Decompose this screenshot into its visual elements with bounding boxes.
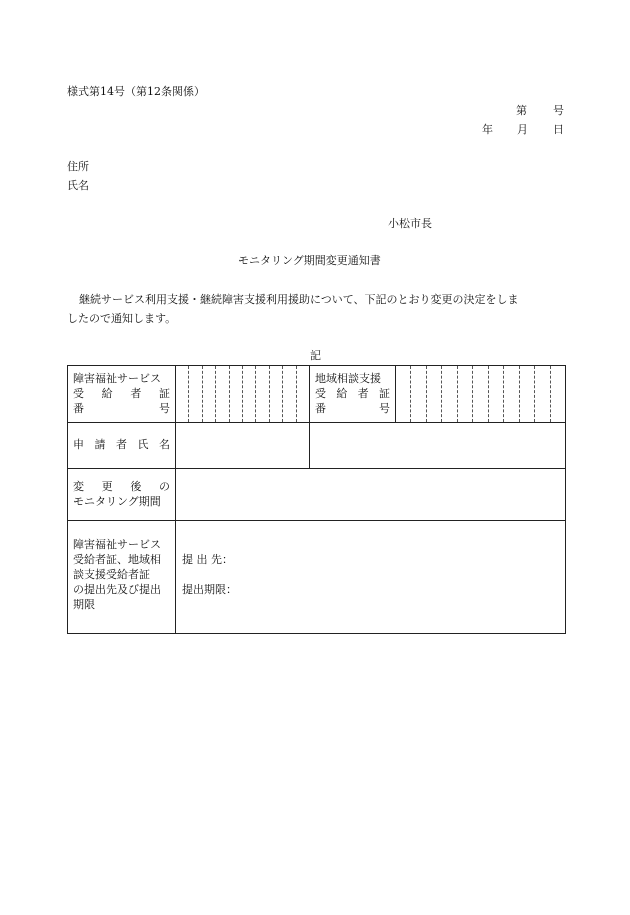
form-number: 様式第14号（第12条関係） [67,85,205,98]
consult-cert-number-field[interactable] [396,366,566,423]
submission-label-cell [68,521,176,634]
welfare-cert-label-line3: 番 号 [73,402,170,415]
consult-cert-label-line2: 受 給 者 証 [315,387,390,400]
submission-label-line3: 談支援受給者証 [73,568,150,581]
submission-label-line2: 受給者証、地域相 [73,553,161,566]
submission-destination-label: 提 出 先： [182,553,233,566]
body-text-line-2: したので通知します。 [67,312,177,325]
submission-label-line1: 障害福祉サービス [73,538,161,551]
body-text-line-1: 継続サービス利用支援・継続障害支援利用援助について、下記のとおり変更の決定をしま [79,293,519,306]
new-period-label-line1: 変 更 後 の [73,480,170,493]
ki-heading: 記 [310,349,321,362]
consult-cert-label-line3: 番 号 [315,402,390,415]
consult-cert-number-label-cell [310,366,396,423]
submission-deadline-label: 提出期限： [182,583,237,596]
address-label: 住所 [67,160,89,173]
number-suffix: 号 [553,104,564,117]
submission-label-line5: 期限 [73,598,95,611]
number-prefix: 第 [516,104,527,117]
issuer-name: 小松市長 [388,217,432,230]
new-period-field[interactable] [176,469,566,521]
document-title: モニタリング期間変更通知書 [238,254,381,267]
form-table [67,365,566,634]
welfare-cert-label-line1: 障害福祉サービス [73,372,161,385]
applicant-name-field-2[interactable] [310,423,566,469]
date-day: 日 [553,123,564,136]
date-month: 月 [517,123,528,136]
date-year: 年 [482,123,493,136]
submission-field[interactable] [176,521,566,634]
applicant-name-field-1[interactable] [176,423,310,469]
applicant-name-label: 申 請 者 氏 名 [73,438,170,451]
new-period-label-cell [68,469,176,521]
submission-label-line4: の提出先及び提出 [73,583,161,596]
welfare-cert-number-label-cell [68,366,176,423]
consult-cert-label-line1: 地域相談支援 [315,372,381,385]
welfare-cert-label-line2: 受 給 者 証 [73,387,170,400]
new-period-label-line2: モニタリング期間 [73,495,161,508]
name-label: 氏名 [67,179,89,192]
applicant-name-label-cell [68,423,176,469]
welfare-cert-number-field[interactable] [176,366,310,423]
